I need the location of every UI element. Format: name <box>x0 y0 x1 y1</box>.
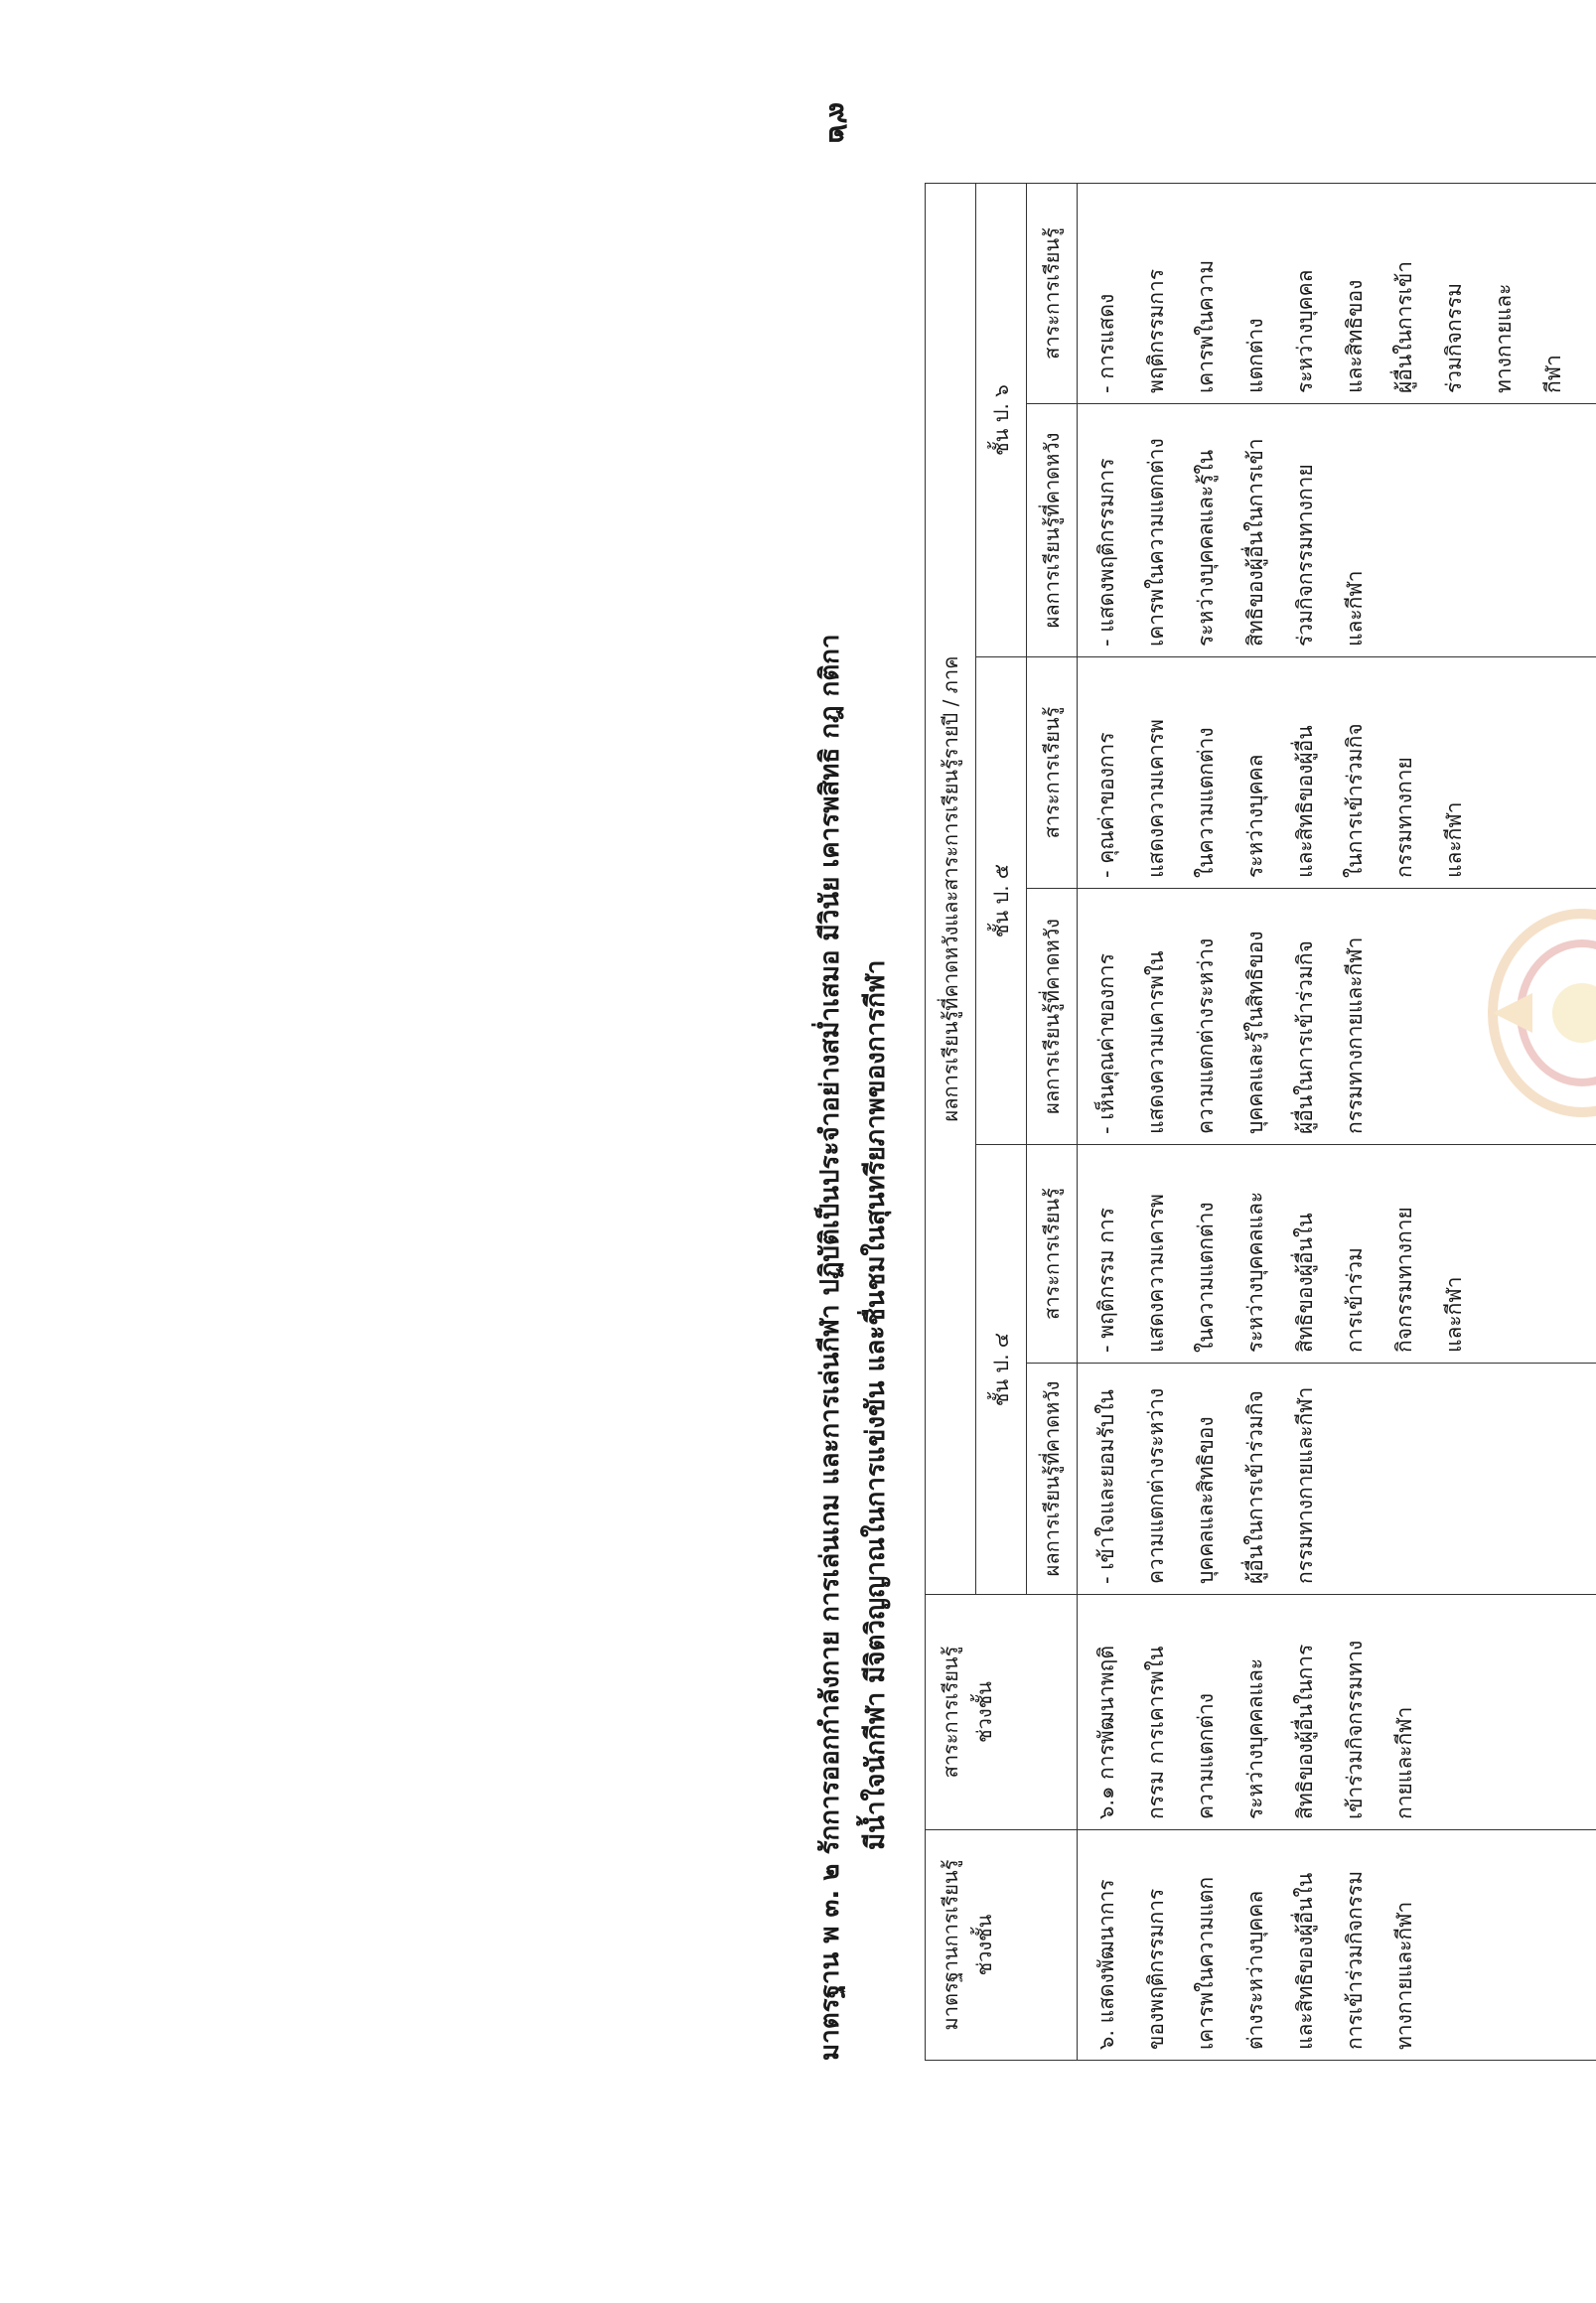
ministry-seal-icon <box>1473 894 1596 1132</box>
header-p4-outcome: ผลการเรียนรู้ที่คาดหวัง <box>1027 1364 1078 1595</box>
cell-standard: ๖. แสดงพัฒนาการ ของพฤติกรรมการ เคารพในความแตก ต่างระหว่างบุคคล และสิทธิของผู้อื่นใน การเข้าร่วมกิจกรรม ทางกายและกีฬา <box>1078 1830 1596 2061</box>
cell-p4-content: - พฤติกรรม การ แสดงความเคารพ ในความแตกต่าง ระหว่างบุคคลและ สิทธิของผู้อื่นใน การเข้าร่วม กิจกรรมทางกาย และกีฬา <box>1078 1145 1596 1364</box>
cell-p4-outcome: - เข้าใจและยอมรับใน ความแตกต่างระหว่าง บุคคลและสิทธิของ ผู้อื่นในการเข้าร่วมกิจ กรรมทางกายและกีฬา <box>1078 1364 1596 1595</box>
header-standard: มาตรฐานการเรียนรู้ ช่วงชั้น <box>926 1830 1078 2061</box>
header-row-1 <box>926 184 976 2061</box>
header-p6-content: สาระการเรียนรู้ <box>1027 184 1078 404</box>
header-p4-content: สาระการเรียนรู้ <box>1027 1145 1078 1364</box>
header-grade-6: ชั้น ป. ๖ <box>976 184 1027 657</box>
cell-p6-outcome: - แสดงพฤติกรรมการ เคารพในความแตกต่าง ระหว่างบุคคลและรู้ใน สิทธิของผู้อื่นในการเข้า ร่วมกิจกรรมทางกาย และกีฬา <box>1078 404 1596 657</box>
header-p5-content: สาระการเรียนรู้ <box>1027 657 1078 889</box>
cell-p5-content: - คุณค่าของการ แสดงความเคารพ ในความแตกต่าง ระหว่างบุคคล และสิทธิของผู้อื่น ในการเข้าร่วมกิจ กรรมทางกาย และกีฬา <box>1078 657 1596 889</box>
page-number: ๙๒ <box>821 101 857 144</box>
header-group: ผลการเรียนรู้ที่คาดหวังและสาระการเรียนรู้รายปี / ภาค <box>926 184 976 1595</box>
rotated-page-content <box>788 184 1596 2061</box>
header-core-content: สาระการเรียนรู้ ช่วงชั้น <box>926 1595 1078 1830</box>
title-line-2: มีน้ำใจนักกีฬา มีจิตวิญญาณในการแข่งขัน และชื่นชมในสุนทรียภาพของการกีฬา <box>861 959 891 1850</box>
title-line-1: มาตรฐาน พ ๓. ๒ รักการออกกำลังกาย การเล่นเกม และการเล่นกีฬา ปฏิบัติเป็นประจำอย่างสม่ำเสมอ มีวินัย เคารพสิทธิ กฎ กติกา <box>815 634 845 2061</box>
header-grade-4: ชั้น ป. ๔ <box>976 1145 1027 1595</box>
header-p5-outcome: ผลการเรียนรู้ที่คาดหวัง <box>1027 889 1078 1145</box>
standard-title <box>807 184 899 2061</box>
cell-core-content: ๖.๑ การพัฒนาพฤติ กรรม การเคารพใน ความแตกต่าง ระหว่างบุคคลและ สิทธิของผู้อื่นในการ เข้าร่วมกิจกรรมทาง กายและกีฬา <box>1078 1595 1596 1830</box>
cell-p5-outcome: - เห็นคุณค่าของการ แสดงความเคารพใน ความแตกต่างระหว่าง บุคคลและรู้ในสิทธิของ ผู้อื่นในการเข้าร่วมกิจ กรรมทางกายและกีฬา <box>1078 889 1596 1145</box>
cell-p6-content: - การแสดง พฤติกรรมการ เคารพในความ แตกต่าง ระหว่างบุคคล และสิทธิของ ผู้อื่นในการเข้า ร่วมกิจกรรม ทางกายและ กีฬา <box>1078 184 1596 404</box>
header-p6-outcome: ผลการเรียนรู้ที่คาดหวัง <box>1027 404 1078 657</box>
header-grade-5: ชั้น ป. ๕ <box>976 657 1027 1145</box>
